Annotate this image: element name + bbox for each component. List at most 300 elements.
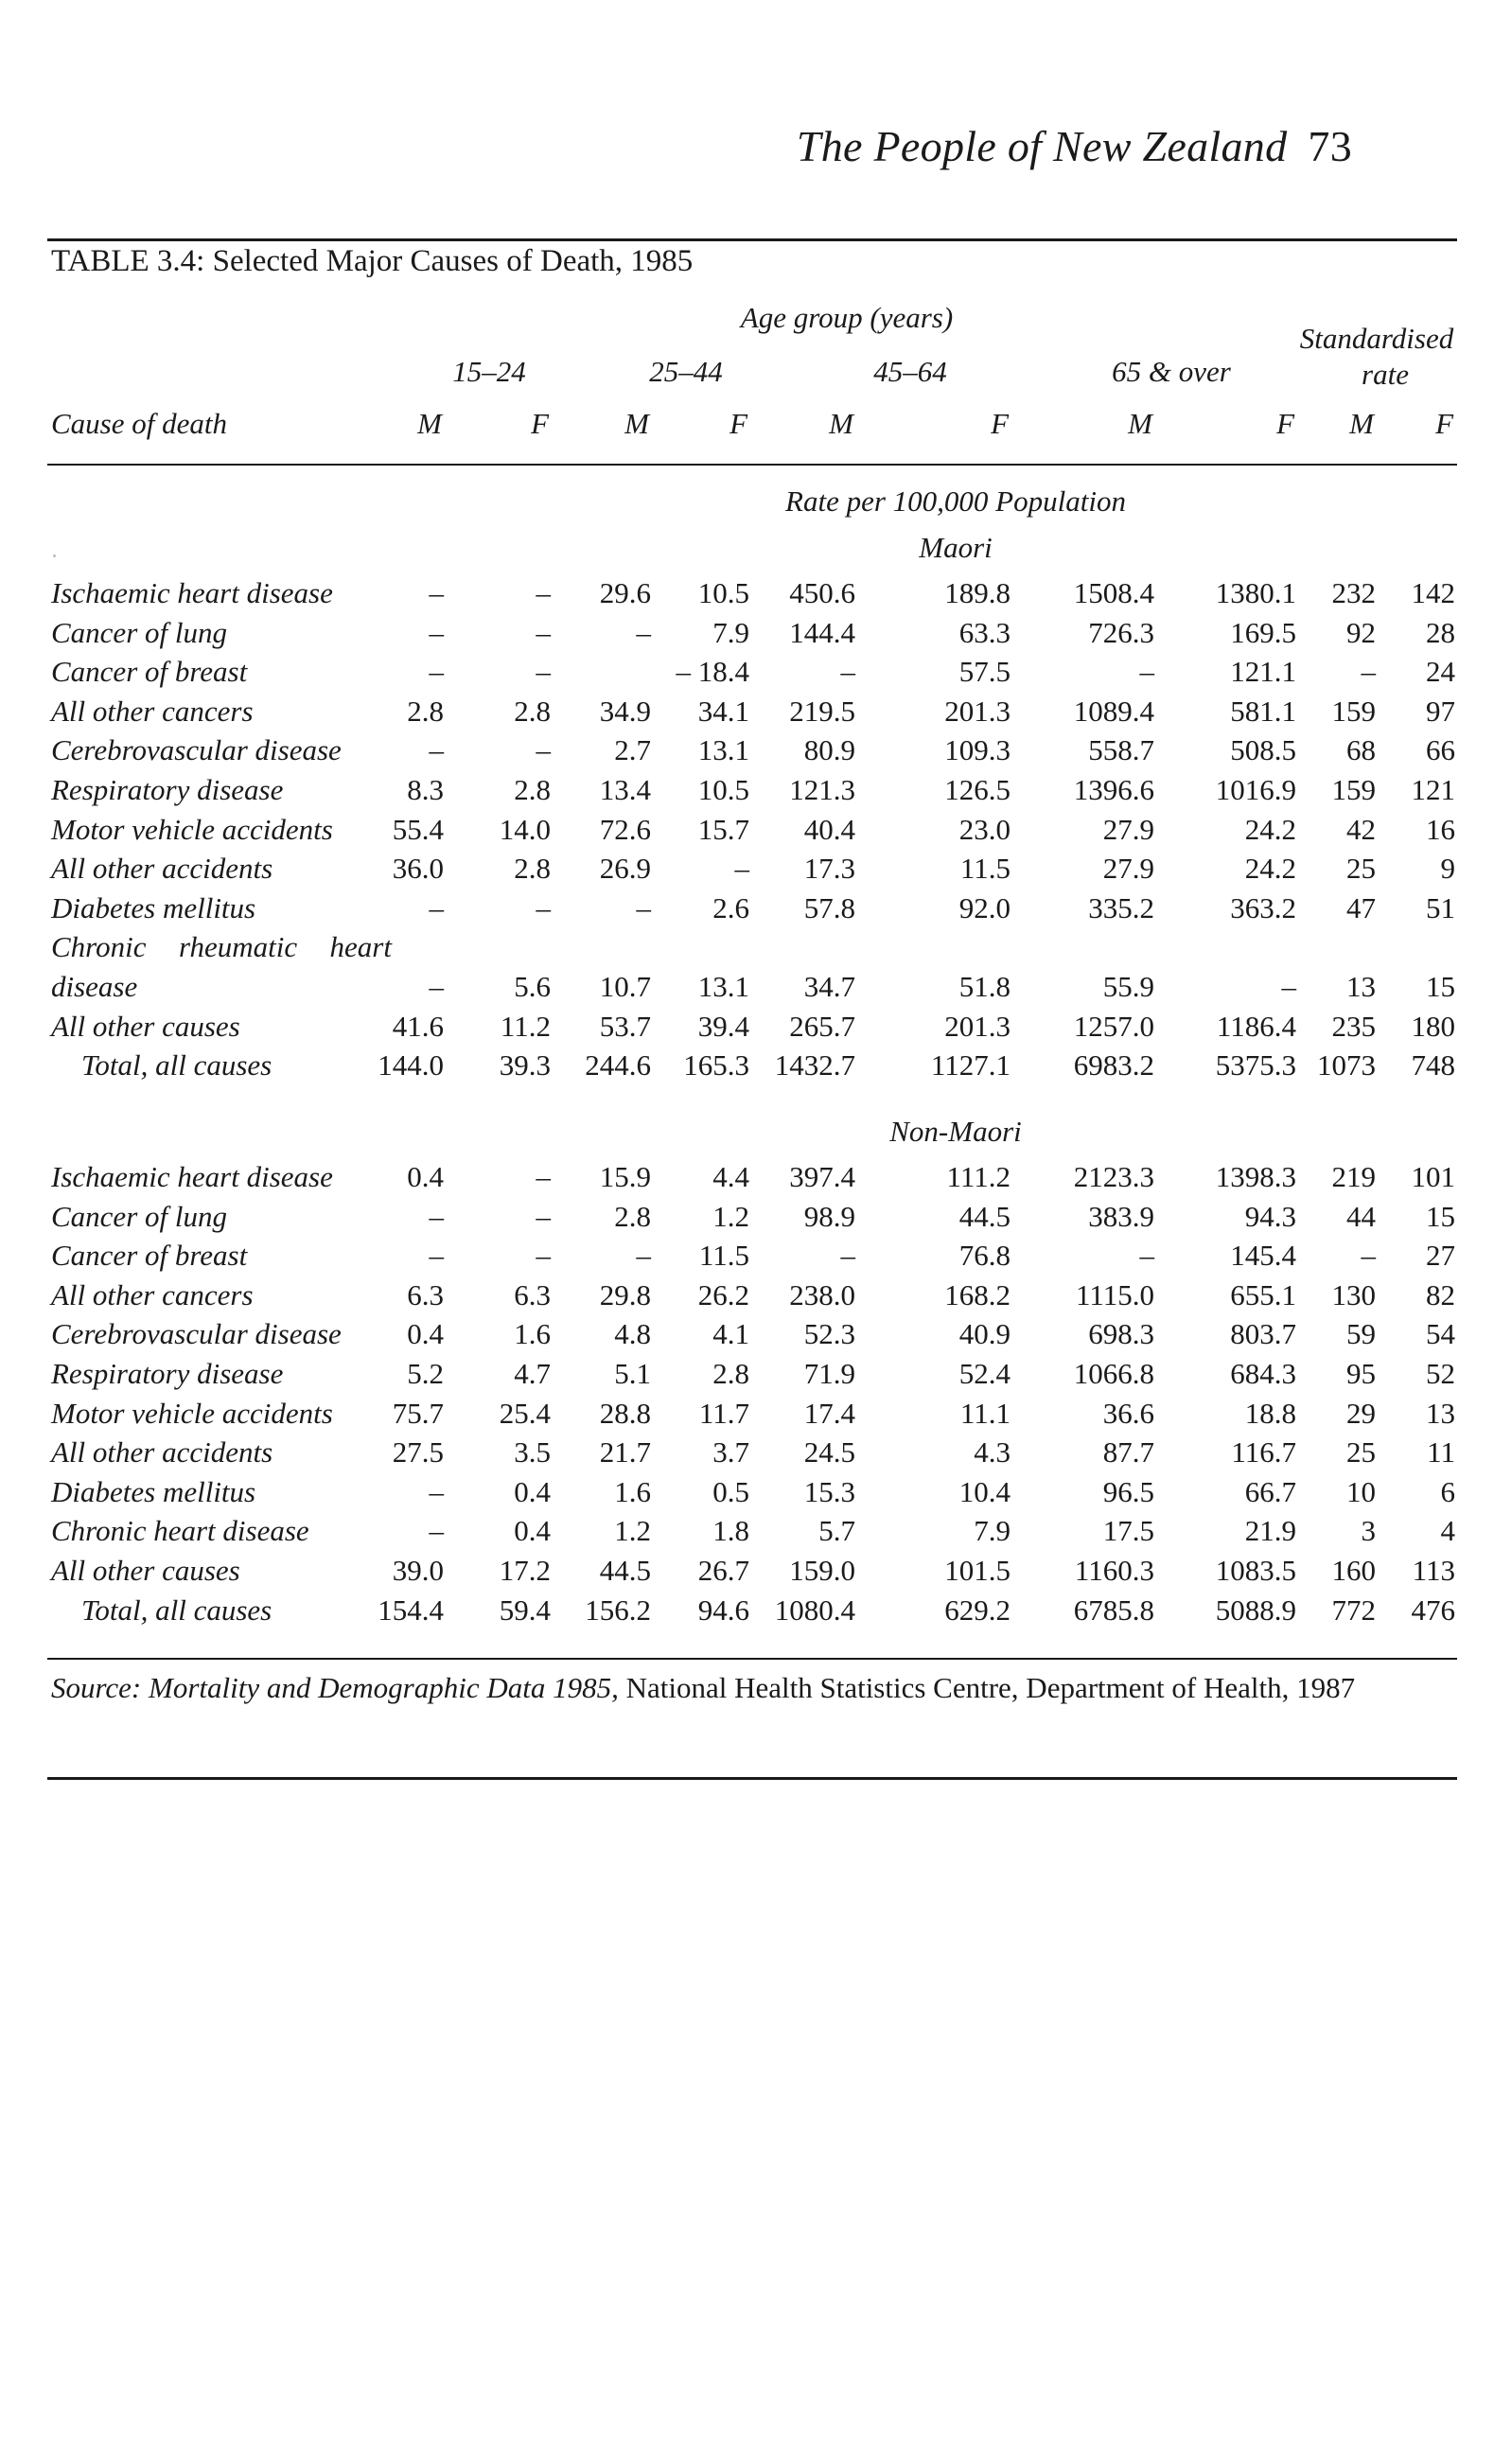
table-cell: 4 bbox=[1440, 1514, 1455, 1548]
cause-label: All other cancers bbox=[51, 694, 254, 728]
table-row bbox=[0, 1475, 1494, 1513]
bottom-rule bbox=[47, 1658, 1457, 1660]
table-cell: – bbox=[429, 655, 444, 689]
table-cell: 55.4 bbox=[392, 812, 444, 846]
table-cell: 10.4 bbox=[958, 1474, 1011, 1508]
table-cell: 101 bbox=[1411, 1160, 1455, 1193]
table-cell: 25 bbox=[1346, 852, 1376, 886]
running-title: The People of New Zealand bbox=[796, 122, 1288, 170]
table-cell: – bbox=[636, 1239, 651, 1273]
table-cell: 96.5 bbox=[1102, 1474, 1154, 1508]
cause-column-header: Cause of death bbox=[51, 407, 227, 440]
table-cell: 5.1 bbox=[614, 1357, 651, 1390]
table-cell: 6.3 bbox=[514, 1277, 551, 1311]
table-cell: 51.8 bbox=[958, 970, 1011, 1003]
table-cell: – bbox=[636, 890, 651, 924]
table-cell: 121 bbox=[1411, 773, 1455, 806]
table-cell: 655.1 bbox=[1230, 1277, 1296, 1311]
cause-label: All other accidents bbox=[51, 852, 273, 886]
table-cell: 0.5 bbox=[712, 1474, 749, 1508]
table-cell: 39.3 bbox=[499, 1048, 551, 1082]
table-cell: 66 bbox=[1426, 733, 1455, 767]
table-row bbox=[0, 1200, 1494, 1238]
table-cell: 219.5 bbox=[789, 694, 855, 728]
source-title: Mortality and Demographic Data 1985, bbox=[149, 1671, 619, 1704]
table-cell: 0.4 bbox=[407, 1317, 444, 1351]
table-cell: 5.6 bbox=[514, 970, 551, 1003]
table-cell: 1.6 bbox=[514, 1317, 551, 1351]
table-cell: 17.4 bbox=[803, 1396, 855, 1430]
table-cell: 24.2 bbox=[1244, 852, 1296, 886]
table-cell: 51 bbox=[1426, 890, 1455, 924]
table-cell: 1186.4 bbox=[1216, 1009, 1296, 1043]
cause-label: Diabetes mellitus bbox=[51, 1474, 256, 1508]
table-cell: 2.6 bbox=[712, 890, 749, 924]
cause-label: All other accidents bbox=[51, 1435, 273, 1470]
table-cell: 335.2 bbox=[1088, 890, 1154, 924]
sex-label-male: M bbox=[624, 407, 649, 440]
table-cell: 15.3 bbox=[803, 1474, 855, 1508]
table-cell: 14.0 bbox=[499, 812, 551, 846]
table-cell: 40.9 bbox=[958, 1317, 1011, 1351]
table-cell: 2.8 bbox=[712, 1357, 749, 1390]
table-cell: 101.5 bbox=[944, 1554, 1011, 1587]
table-cell: 121.3 bbox=[789, 773, 855, 806]
cause-label: Ischaemic heart disease bbox=[51, 1160, 333, 1193]
cause-label-line1 bbox=[51, 930, 392, 964]
cause-label: Total, all causes bbox=[81, 1048, 272, 1082]
table-cell: 581.1 bbox=[1230, 694, 1296, 728]
table-cell: 15.7 bbox=[697, 812, 749, 846]
table-cell: 232 bbox=[1331, 576, 1376, 609]
table-cell: 1089.4 bbox=[1073, 694, 1154, 728]
table-cell: – bbox=[429, 733, 444, 767]
table-cell: 476 bbox=[1411, 1593, 1455, 1627]
rate-caption: Rate per 100,000 Population bbox=[785, 484, 1126, 518]
scan-speck bbox=[53, 554, 56, 557]
table-cell: 1257.0 bbox=[1073, 1009, 1154, 1043]
table-cell: 1380.1 bbox=[1215, 576, 1296, 609]
table-cell: 94.3 bbox=[1244, 1199, 1296, 1233]
table-cell: 24 bbox=[1426, 655, 1455, 689]
table-cell: 55.9 bbox=[1102, 970, 1154, 1003]
table-cell: 11.2 bbox=[500, 1009, 551, 1043]
sex-label-female: F bbox=[991, 407, 1009, 440]
table-cell: 748 bbox=[1411, 1048, 1455, 1082]
table-cell: 13.1 bbox=[697, 970, 749, 1003]
table-cell: 13.1 bbox=[697, 733, 749, 767]
table-cell: 1160.3 bbox=[1074, 1554, 1154, 1587]
cause-label: Ischaemic heart disease bbox=[51, 576, 333, 609]
table-cell: 4.3 bbox=[974, 1435, 1011, 1470]
table-cell: 26.7 bbox=[697, 1554, 749, 1587]
table-cell: 98.9 bbox=[803, 1199, 855, 1233]
source-rest: National Health Statistics Centre, Department of Health, 1987 bbox=[625, 1671, 1356, 1704]
table-cell: 0.4 bbox=[514, 1514, 551, 1548]
table-cell: 66.7 bbox=[1244, 1474, 1296, 1508]
table-cell: 803.7 bbox=[1230, 1317, 1296, 1351]
cause-label: disease bbox=[51, 970, 138, 1003]
table-cell: – bbox=[536, 1199, 551, 1233]
table-cell: 130 bbox=[1331, 1277, 1376, 1311]
sex-label-female: F bbox=[1276, 407, 1294, 440]
table-cell: 36.0 bbox=[392, 852, 444, 886]
cause-label: Cancer of lung bbox=[51, 615, 227, 649]
table-row bbox=[0, 852, 1494, 889]
table-row bbox=[0, 576, 1494, 614]
table-cell: 27 bbox=[1426, 1239, 1455, 1273]
table-cell: 10.5 bbox=[697, 773, 749, 806]
cause-label: Motor vehicle accidents bbox=[51, 1396, 333, 1430]
cause-label: All other causes bbox=[51, 1554, 240, 1587]
table-cell: 63.3 bbox=[958, 615, 1011, 649]
table-row bbox=[0, 1160, 1494, 1198]
page-number: 73 bbox=[1308, 122, 1352, 170]
table-row bbox=[0, 733, 1494, 771]
age-group-45-64: 45–64 bbox=[873, 355, 947, 388]
cause-label: Motor vehicle accidents bbox=[51, 812, 333, 846]
sex-label-male: M bbox=[1349, 407, 1374, 440]
table-row bbox=[0, 1514, 1494, 1552]
table-title: TABLE 3.4: Selected Major Causes of Death, 1985 bbox=[51, 244, 694, 278]
table-cell: 698.3 bbox=[1088, 1317, 1154, 1351]
table-cell: 180 bbox=[1411, 1009, 1455, 1043]
cause-label: Cancer of breast bbox=[51, 655, 248, 689]
table-cell: 235 bbox=[1331, 1009, 1376, 1043]
table-cell: – bbox=[840, 655, 855, 689]
table-cell: 13 bbox=[1426, 1396, 1455, 1430]
table-cell: 10.7 bbox=[599, 970, 651, 1003]
table-row bbox=[0, 891, 1494, 929]
table-cell: 76.8 bbox=[958, 1239, 1011, 1273]
table-cell: 80.9 bbox=[803, 733, 855, 767]
table-cell: 11.5 bbox=[959, 852, 1011, 886]
table-cell: – bbox=[429, 1239, 444, 1273]
table-total-row bbox=[0, 1048, 1494, 1086]
table-cell: – bbox=[636, 615, 651, 649]
table-cell: 29 bbox=[1346, 1396, 1376, 1430]
table-cell: 8.3 bbox=[407, 773, 444, 806]
age-group-65-over: 65 & over bbox=[1112, 355, 1231, 388]
table-cell: 165.3 bbox=[683, 1048, 749, 1082]
table-cell: 68 bbox=[1346, 733, 1376, 767]
cause-label: Cerebrovascular disease bbox=[51, 1317, 342, 1351]
table-cell: 72.6 bbox=[599, 812, 651, 846]
table-cell: – bbox=[1361, 1239, 1376, 1273]
table-cell: – bbox=[429, 1199, 444, 1233]
table-cell: 1398.3 bbox=[1215, 1160, 1296, 1193]
table-cell: 4.1 bbox=[712, 1317, 749, 1351]
table-cell: 121.1 bbox=[1230, 655, 1296, 689]
table-cell: 92.0 bbox=[958, 890, 1011, 924]
table-cell: 1396.6 bbox=[1073, 773, 1154, 806]
table-row bbox=[0, 1010, 1494, 1047]
table-cell: 4.7 bbox=[514, 1357, 551, 1390]
table-cell: 29.8 bbox=[599, 1277, 651, 1311]
table-cell: 1.8 bbox=[712, 1514, 749, 1548]
table-cell: 201.3 bbox=[944, 694, 1011, 728]
table-cell: 6983.2 bbox=[1073, 1048, 1154, 1082]
table-row bbox=[0, 616, 1494, 654]
table-cell: 109.3 bbox=[944, 733, 1011, 767]
table-cell: 13 bbox=[1346, 970, 1376, 1003]
table-cell: 41.6 bbox=[392, 1009, 444, 1043]
cause-word: Chronic bbox=[51, 930, 147, 964]
table-cell: 726.3 bbox=[1088, 615, 1154, 649]
table-cell: 53.7 bbox=[599, 1009, 651, 1043]
table-cell: 159 bbox=[1331, 694, 1376, 728]
table-cell: 18.8 bbox=[1244, 1396, 1296, 1430]
table-cell: 57.5 bbox=[958, 655, 1011, 689]
table-cell: 4.4 bbox=[712, 1160, 749, 1193]
table-cell: 25 bbox=[1346, 1435, 1376, 1470]
table-cell: 126.5 bbox=[944, 773, 1011, 806]
table-cell: – bbox=[1281, 970, 1296, 1003]
table-row bbox=[0, 1317, 1494, 1355]
table-cell: 1.2 bbox=[614, 1514, 651, 1548]
cause-label: Cancer of lung bbox=[51, 1199, 227, 1233]
table-cell: 97 bbox=[1426, 694, 1455, 728]
table-cell: – bbox=[429, 1474, 444, 1508]
rate-label: rate bbox=[1362, 358, 1409, 391]
standardised-label: Standardised bbox=[1299, 322, 1454, 355]
table-row bbox=[0, 1357, 1494, 1395]
table-cell: 11.1 bbox=[959, 1396, 1011, 1430]
table-cell: 11.5 bbox=[698, 1239, 749, 1273]
cause-label: All other cancers bbox=[51, 1277, 254, 1311]
sex-label-male: M bbox=[417, 407, 442, 440]
cause-label: Diabetes mellitus bbox=[51, 890, 256, 924]
table-cell: – bbox=[1361, 655, 1376, 689]
table-cell: 57.8 bbox=[803, 890, 855, 924]
sex-label-male: M bbox=[829, 407, 853, 440]
table-cell: – bbox=[429, 615, 444, 649]
table-cell: 142 bbox=[1411, 576, 1455, 609]
table-cell: – bbox=[429, 576, 444, 609]
table-cell: 34.9 bbox=[599, 694, 651, 728]
table-cell: 772 bbox=[1331, 1593, 1376, 1627]
table-cell: 219 bbox=[1331, 1160, 1376, 1193]
table-cell: 82 bbox=[1426, 1277, 1455, 1311]
table-cell: – bbox=[536, 576, 551, 609]
cause-word: rheumatic bbox=[178, 930, 298, 964]
table-cell: – bbox=[429, 890, 444, 924]
table-cell: 17.5 bbox=[1102, 1514, 1154, 1548]
table-cell: 2.8 bbox=[614, 1199, 651, 1233]
table-row bbox=[0, 1278, 1494, 1316]
sex-label-female: F bbox=[531, 407, 549, 440]
table-cell: 629.2 bbox=[944, 1593, 1011, 1627]
table-cell: 26.2 bbox=[697, 1277, 749, 1311]
table-cell: 27.9 bbox=[1102, 812, 1154, 846]
table-cell: 2.8 bbox=[407, 694, 444, 728]
table-cell: 168.2 bbox=[944, 1277, 1011, 1311]
table-cell: 24.5 bbox=[803, 1435, 855, 1470]
cause-label: All other causes bbox=[51, 1009, 240, 1043]
table-cell: 13.4 bbox=[599, 773, 651, 806]
table-cell: 156.2 bbox=[585, 1593, 651, 1627]
table-cell: 27.9 bbox=[1102, 852, 1154, 886]
table-cell: 1.6 bbox=[614, 1474, 651, 1508]
table-cell: 36.6 bbox=[1102, 1396, 1154, 1430]
table-cell: 42 bbox=[1346, 812, 1376, 846]
table-cell: 558.7 bbox=[1088, 733, 1154, 767]
table-cell: 39.4 bbox=[697, 1009, 749, 1043]
cause-label: Chronic heart disease bbox=[51, 1514, 309, 1548]
section-title-maori: Maori bbox=[919, 531, 993, 564]
table-cell: 94.6 bbox=[697, 1593, 749, 1627]
table-cell: – bbox=[1139, 655, 1154, 689]
table-cell: 59 bbox=[1346, 1317, 1376, 1351]
table-cell: – bbox=[536, 655, 551, 689]
source-label: Source: bbox=[51, 1671, 142, 1704]
table-cell: 4.8 bbox=[614, 1317, 651, 1351]
age-group-15-24: 15–24 bbox=[452, 355, 526, 388]
table-cell: 29.6 bbox=[599, 576, 651, 609]
table-cell: 383.9 bbox=[1088, 1199, 1154, 1233]
table-cell: 39.0 bbox=[392, 1554, 444, 1587]
table-cell: 11 bbox=[1427, 1435, 1455, 1470]
table-cell: 5.2 bbox=[407, 1357, 444, 1390]
table-cell: 154.4 bbox=[378, 1593, 444, 1627]
table-cell: 52 bbox=[1426, 1357, 1455, 1390]
table-cell: 1080.4 bbox=[774, 1593, 855, 1627]
sex-label-male: M bbox=[1128, 407, 1152, 440]
table-cell: 75.7 bbox=[392, 1396, 444, 1430]
table-cell-merged: – 18.4 bbox=[676, 655, 749, 689]
table-cell: 71.9 bbox=[803, 1357, 855, 1390]
table-cell: 95 bbox=[1346, 1357, 1376, 1390]
table-cell: 238.0 bbox=[789, 1277, 855, 1311]
table-cell: 508.5 bbox=[1230, 733, 1296, 767]
table-cell: 52.4 bbox=[958, 1357, 1011, 1390]
table-cell: – bbox=[536, 890, 551, 924]
table-cell: 160 bbox=[1331, 1554, 1376, 1587]
table-cell: 52.3 bbox=[803, 1317, 855, 1351]
table-cell: 397.4 bbox=[789, 1160, 855, 1193]
table-row bbox=[0, 655, 1494, 693]
table-cell: 26.9 bbox=[599, 852, 651, 886]
table-cell: 10.5 bbox=[697, 576, 749, 609]
table-cell: 5.7 bbox=[818, 1514, 855, 1548]
table-cell: 201.3 bbox=[944, 1009, 1011, 1043]
top-rule bbox=[47, 238, 1457, 241]
table-cell: 684.3 bbox=[1230, 1357, 1296, 1390]
table-cell: 0.4 bbox=[407, 1160, 444, 1193]
table-cell: 40.4 bbox=[803, 812, 855, 846]
table-row bbox=[0, 970, 1494, 1008]
table-cell: 25.4 bbox=[499, 1396, 551, 1430]
cause-label: Respiratory disease bbox=[51, 773, 284, 806]
table-cell: 44.5 bbox=[958, 1199, 1011, 1233]
table-cell: 15 bbox=[1426, 970, 1455, 1003]
table-cell: 34.1 bbox=[697, 694, 749, 728]
table-cell: 1127.1 bbox=[930, 1048, 1011, 1082]
table-cell: 1083.5 bbox=[1215, 1554, 1296, 1587]
sex-label-female: F bbox=[1435, 407, 1453, 440]
cause-label: Total, all causes bbox=[81, 1593, 272, 1627]
table-cell: – bbox=[536, 733, 551, 767]
table-cell: 144.0 bbox=[378, 1048, 444, 1082]
table-cell: – bbox=[734, 852, 749, 886]
table-cell: 47 bbox=[1346, 890, 1376, 924]
table-cell: – bbox=[429, 970, 444, 1003]
cause-word: heart bbox=[329, 930, 392, 964]
table-cell: 3 bbox=[1361, 1514, 1376, 1548]
table-cell: 10 bbox=[1346, 1474, 1376, 1508]
table-cell: 21.9 bbox=[1244, 1514, 1296, 1548]
table-cell: 1073 bbox=[1317, 1048, 1376, 1082]
table-cell: 15.9 bbox=[599, 1160, 651, 1193]
table-cell: 28 bbox=[1426, 615, 1455, 649]
table-cell: 87.7 bbox=[1102, 1435, 1154, 1470]
table-cell: 113 bbox=[1412, 1554, 1455, 1587]
table-cell: 17.2 bbox=[499, 1554, 551, 1587]
table-cell: 92 bbox=[1346, 615, 1376, 649]
table-cell: 2.8 bbox=[514, 852, 551, 886]
sex-label-female: F bbox=[729, 407, 747, 440]
table-cell: 2123.3 bbox=[1073, 1160, 1154, 1193]
table-cell: 16 bbox=[1426, 812, 1455, 846]
table-row bbox=[0, 813, 1494, 851]
table-cell: – bbox=[536, 1239, 551, 1273]
table-row bbox=[0, 1239, 1494, 1276]
table-row bbox=[0, 1397, 1494, 1434]
table-cell: 11.7 bbox=[698, 1396, 749, 1430]
table-cell: 2.8 bbox=[514, 773, 551, 806]
table-cell: 244.6 bbox=[585, 1048, 651, 1082]
table-cell: 7.9 bbox=[974, 1514, 1011, 1548]
end-rule bbox=[47, 1777, 1457, 1780]
table-cell: 1432.7 bbox=[774, 1048, 855, 1082]
running-head bbox=[797, 121, 1352, 171]
table-cell: 189.8 bbox=[944, 576, 1011, 609]
table-cell: 116.7 bbox=[1231, 1435, 1296, 1470]
table-cell: 21.7 bbox=[599, 1435, 651, 1470]
table-total-row bbox=[0, 1593, 1494, 1631]
age-group-label: Age group (years) bbox=[740, 301, 954, 334]
table-cell: 24.2 bbox=[1244, 812, 1296, 846]
table-row bbox=[0, 773, 1494, 811]
table-row bbox=[0, 1554, 1494, 1592]
cause-label: Respiratory disease bbox=[51, 1357, 284, 1390]
table-cell: 6785.8 bbox=[1073, 1593, 1154, 1627]
table-cell: 6 bbox=[1440, 1474, 1455, 1508]
table-cell: 59.4 bbox=[499, 1593, 551, 1627]
table-cell: 1016.9 bbox=[1215, 773, 1296, 806]
table-cell: 145.4 bbox=[1230, 1239, 1296, 1273]
table-cell: 28.8 bbox=[599, 1396, 651, 1430]
table-cell: – bbox=[429, 1514, 444, 1548]
age-group-25-44: 25–44 bbox=[649, 355, 723, 388]
table-cell: 17.3 bbox=[803, 852, 855, 886]
table-cell: 0.4 bbox=[514, 1474, 551, 1508]
section-title-non-maori: Non-Maori bbox=[889, 1115, 1022, 1148]
table-cell: 2.8 bbox=[514, 694, 551, 728]
table-cell: – bbox=[536, 1160, 551, 1193]
table-cell: 1.2 bbox=[712, 1199, 749, 1233]
cause-label: Cancer of breast bbox=[51, 1239, 248, 1273]
table-row-label-continuation bbox=[0, 930, 1494, 968]
table-cell: 159.0 bbox=[789, 1554, 855, 1587]
table-cell: 159 bbox=[1331, 773, 1376, 806]
table-cell: 450.6 bbox=[789, 576, 855, 609]
table-cell: 6.3 bbox=[407, 1277, 444, 1311]
table-cell: 265.7 bbox=[789, 1009, 855, 1043]
table-row bbox=[0, 1435, 1494, 1473]
table-cell: 169.5 bbox=[1230, 615, 1296, 649]
table-cell: – bbox=[1139, 1239, 1154, 1273]
